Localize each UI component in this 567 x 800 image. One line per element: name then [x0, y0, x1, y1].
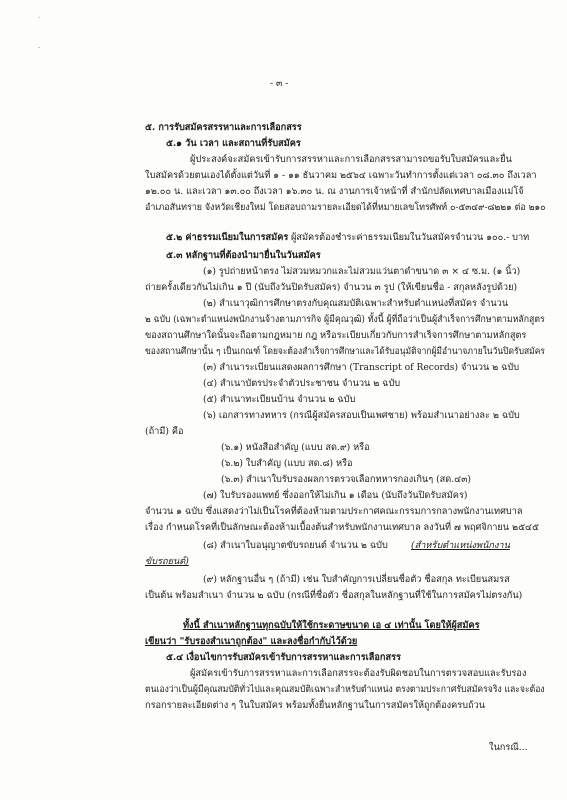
text-line: (๙) หลักฐานอื่น ๆ (ถ้ามี) เช่น ใบสำคัญการเปลี่ยนชื่อตัว ชื่อสกุล ทะเบียนสมรส	[203, 574, 510, 585]
text-line: กรอกรายละเอียดต่าง ๆ ในใบสมัคร พร้อมทั้งยื่นหลักฐานในการสมัครให้ถูกต้องครบถ้วน	[145, 700, 486, 711]
text-line: ขับรถยนต์)	[145, 556, 189, 567]
text-line: เขียนว่า "รับรองสำเนาถูกต้อง" และลงชื่อกำกับไว้ด้วย	[145, 636, 358, 647]
text-line: ใบสมัครด้วยตนเองได้ตั้งแต่วันที่ ๑ - ๑๑ ธันวาคม ๒๕๖๔ เฉพาะวันทำการตั้งแต่เวลา ๐๘.๓๐ ถึงเวลา	[145, 170, 537, 181]
text-line: เป็นต้น พร้อมสำเนา จำนวน ๒ ฉบับ (กรณีที่ชื่อตัว ชื่อสกุลในหลักฐานที่ใช้ในการสมัครไม่ตรงกัน)	[145, 590, 523, 601]
text-line: ในกรณี...	[489, 742, 528, 753]
text-line: (สำหรับตำแหน่งพนักงาน	[411, 540, 510, 551]
text-line: ผู้ประสงค์จะสมัครเข้ารับการสรรหาและการเลือกสรรสามารถขอรับใบสมัครและยื่น	[190, 154, 512, 165]
text-line: (๒) สำเนาวุฒิการศึกษาตรงกับคุณสมบัติเฉพาะสำหรับตำแหน่งที่สมัคร จำนวน	[203, 298, 509, 309]
text-line: ๒ ฉบับ (เฉพาะตำแหน่งพนักงานจ้างตามภารกิจ ผู้มีคุณวุฒิ) ทั้งนี้ ผู้ที่ถือว่าเป็นผู้สำเร็จการศึกษาตามหลักสูตร	[145, 314, 545, 325]
text-line: ของสถานศึกษาใดนั้นจะถือตามกฎหมาย กฎ หรือระเบียบเกี่ยวกับการสำเร็จการศึกษาตามหลักสูตร	[145, 330, 527, 341]
text-line: ๕.๓ หลักฐานที่ต้องนำมายื่นในวันสมัคร	[166, 250, 321, 261]
text-line: ๑๒.๐๐ น. และเวลา ๑๓.๐๐ ถึงเวลา ๑๖.๓๐ น. ณ งานการเจ้าหน้าที่ สำนักปลัดเทศบาลเมืองแม่โจ้	[145, 186, 524, 197]
text-line: (๗) ใบรับรองแพทย์ ซึ่งออกให้ไม่เกิน ๑ เดือน (นับถึงวันปิดรับสมัคร)	[203, 490, 468, 501]
text-line: (๖.๓) สำเนาใบรับรองผลการตรวจเลือกทหารกองเกินๆ (สด.๔๓)	[221, 474, 471, 485]
text-line: ของสถานศึกษานั้น ๆ เป็นเกณฑ์ โดยจะต้องสำเร็จการศึกษาและได้รับอนุมัติจากผู้มีอำนาจภายในวันปิดรับสมัคร	[145, 346, 545, 357]
text-line: (๓) สำเนาระเบียนแสดงผลการศึกษา (Transcript of Records) จำนวน ๒ ฉบับ	[203, 362, 520, 373]
text-line: ทั้งนี้ สำเนาหลักฐานทุกฉบับให้ใช้กระดาษขนาด เอ ๔ เท่านั้น โดยให้ผู้สมัคร	[183, 620, 480, 631]
text-line: ผู้สมัครต้องชำระค่าธรรมเนียมในวันสมัครจำนวน ๑๐๐.- บาท	[291, 232, 530, 243]
text-line: ผู้สมัครเข้ารับการสรรหาและการเลือกสรรจะต้องรับผิดชอบในการตรวจสอบและรับรอง	[190, 668, 527, 679]
text-line: อำเภอสันทราย จังหวัดเชียงใหม่ โดยสอบถามรายละเอียดได้ที่หมายเลขโทรศัพท์ ๐-๕๓๔๙-๘๒๒๑ ต่อ ๒๑๐	[145, 202, 546, 213]
text-line: ๕.๑ วัน เวลา และสถานที่รับสมัคร	[166, 138, 301, 149]
text-line: (ถ้ามี) คือ	[145, 426, 184, 437]
text-line: ตนเองว่าเป็นผู้มีคุณสมบัติทั่วไปและคุณสมบัติเฉพาะสำหรับตำแหน่ง ตรงตามประกาศรับสมัครจริง และจะต้อง	[145, 684, 545, 695]
text-line: (๑) รูปถ่ายหน้าตรง ไม่สวมหมวกและไม่สวมแว่นตาดำขนาด ๓ × ๔ ซ.ม. (๑ นิ้ว)	[203, 266, 521, 277]
scan-mark: ·	[38, 14, 41, 22]
text-line: ๕. การรับสมัครสรรหาและการเลือกสรร	[145, 122, 302, 133]
scan-mark: ·	[38, 44, 41, 52]
text-line: (๕) สำเนาทะเบียนบ้าน จำนวน ๒ ฉบับ	[203, 394, 356, 405]
text-line: ถ่ายครั้งเดียวกันไม่เกิน ๑ ปี (นับถึงวันปิดรับสมัคร) จำนวน ๓ รูป (ให้เขียนชื่อ - สกุลหลังรูปด้วย)	[145, 282, 518, 293]
text-line: ๕.๔ เงื่อนไขการรับสมัครเข้ารับการสรรหาและการเลือกสรร	[166, 652, 401, 663]
text-line: (๔) สำเนาบัตรประจำตัวประชาชน จำนวน ๒ ฉบับ	[203, 378, 401, 389]
text-line: จำนวน ๑ ฉบับ ซึ่งแสดงว่าไม่เป็นโรคที่ต้องห้ามตามประกาศคณะกรรมการกลางพนักงานเทศบาล	[145, 506, 523, 517]
page-number: - ๓ -	[270, 78, 289, 89]
text-line: ๕.๒ ค่าธรรมเนียมในการสมัคร	[166, 232, 289, 243]
text-line: เรื่อง กำหนดโรคที่เป็นลักษณะต้องห้ามเบื้องต้นสำหรับพนักงานเทศบาล ลงวันที่ ๗ พฤศจิกายน ๒๕๔๕	[145, 522, 539, 533]
text-line: (๖.๒) ใบสำคัญ (แบบ สด.๘) หรือ	[221, 458, 353, 469]
text-line: (๖.๑) หนังสือสำคัญ (แบบ สด.๙) หรือ	[221, 442, 370, 453]
text-line: (๘) สำเนาใบอนุญาตขับรถยนต์ จำนวน ๒ ฉบับ	[203, 540, 388, 551]
text-line: (๖) เอกสารทางทหาร (กรณีผู้สมัครสอบเป็นเพศชาย) พร้อมสำเนาอย่างละ ๒ ฉบับ	[203, 410, 520, 421]
